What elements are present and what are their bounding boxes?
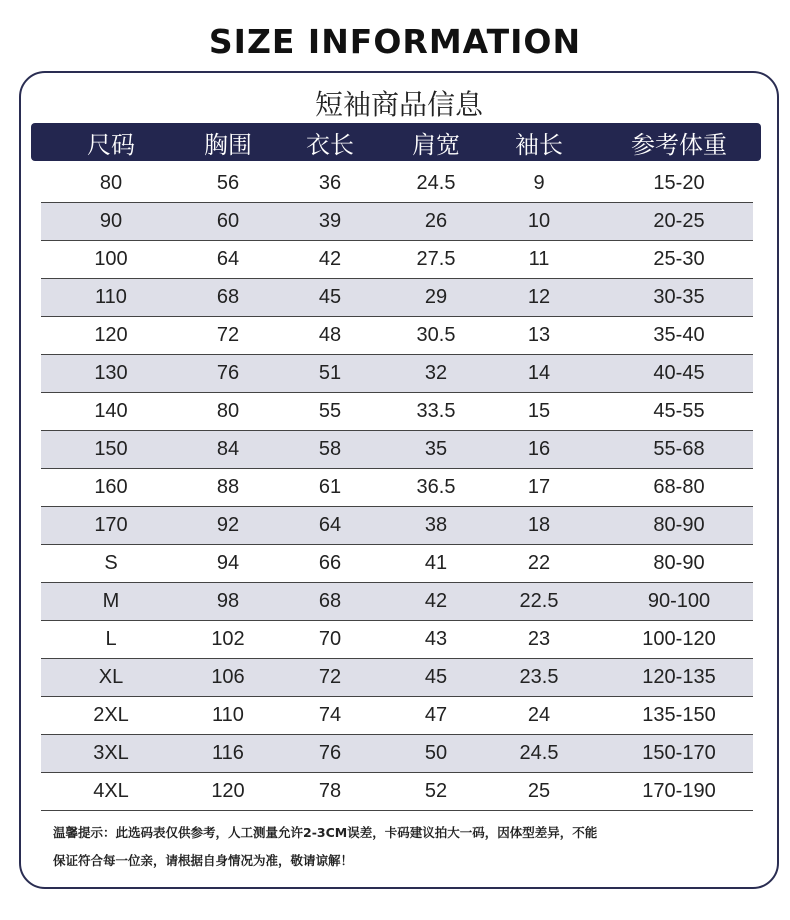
table-row [41,735,753,773]
cell-size: 170 [94,514,128,536]
table-subtitle: 短袖商品信息 [314,88,483,121]
cell-size: 160 [94,476,128,498]
cell-length: 66 [318,552,342,574]
page-title: SIZE INFORMATION [208,22,582,61]
cell-weight: 170-190 [642,780,716,802]
cell-shoulder: 33.5 [416,400,456,422]
header-shoulder: 肩宽 [412,130,460,159]
cell-shoulder: 30.5 [416,324,456,346]
cell-shoulder: 24.5 [416,172,456,194]
cell-size: XL [98,666,124,688]
cell-sleeve: 22 [527,552,551,574]
cell-size: 150 [94,438,128,460]
header-length: 衣长 [306,130,354,159]
cell-length: 51 [318,362,342,384]
cell-shoulder: 47 [424,704,448,726]
cell-size: 2XL [93,704,129,726]
cell-size: M [102,590,120,612]
cell-sleeve: 14 [527,362,551,384]
cell-weight: 45-55 [653,400,705,422]
cell-size: 4XL [93,780,129,802]
cell-length: 36 [318,172,342,194]
table-row [41,583,753,621]
cell-size: 140 [94,400,128,422]
cell-shoulder: 42 [424,590,448,612]
cell-weight: 135-150 [642,704,716,726]
cell-size: 3XL [93,742,129,764]
table-row [41,545,753,583]
table-row [41,279,753,317]
cell-weight: 15-20 [653,172,705,194]
cell-weight: 68-80 [653,476,705,498]
cell-size: 120 [94,324,128,346]
cell-weight: 90-100 [647,590,711,612]
cell-chest: 94 [216,552,240,574]
note-line-1: 温馨提示：此选码表仅供参考，人工测量允许2-3CM误差，卡码建议拍大一码，因体型差异，不能 [53,825,598,840]
cell-length: 72 [318,666,342,688]
cell-sleeve: 24 [527,704,551,726]
cell-sleeve: 23 [527,628,551,650]
header-chest: 胸围 [204,130,252,159]
cell-shoulder: 29 [424,286,448,308]
cell-length: 55 [318,400,342,422]
cell-weight: 55-68 [653,438,705,460]
table-row [41,393,753,431]
cell-sleeve: 22.5 [519,590,559,612]
header-weight: 参考体重 [631,130,727,159]
cell-size: 100 [94,248,128,270]
cell-chest: 68 [216,286,240,308]
header-size: 尺码 [87,130,135,159]
cell-sleeve: 9 [533,172,545,194]
cell-sleeve: 10 [527,210,551,232]
table-row [41,659,753,697]
cell-weight: 35-40 [653,324,705,346]
cell-length: 78 [318,780,342,802]
cell-chest: 110 [212,704,244,726]
cell-weight: 120-135 [642,666,716,688]
cell-length: 76 [318,742,342,764]
table-row [41,431,753,469]
cell-weight: 20-25 [653,210,705,232]
table-row [41,241,753,279]
cell-chest: 98 [216,590,240,612]
table-row [41,355,753,393]
cell-shoulder: 27.5 [416,248,456,270]
cell-sleeve: 15 [527,400,551,422]
cell-shoulder: 45 [424,666,448,688]
cell-shoulder: 36.5 [416,476,456,498]
cell-chest: 120 [211,780,245,802]
table-header-row [31,123,761,161]
table-row [41,317,753,355]
cell-length: 70 [318,628,342,650]
cell-chest: 56 [216,172,240,194]
cell-shoulder: 41 [424,552,448,574]
cell-weight: 80-90 [653,514,705,536]
cell-shoulder: 50 [424,742,448,764]
cell-size: 80 [99,172,123,194]
cell-weight: 100-120 [642,628,716,650]
cell-chest: 76 [216,362,240,384]
cell-chest: 60 [216,210,240,232]
cell-chest: 64 [216,248,240,270]
note-line-2: 保证符合每一位亲，请根据自身情况为准，敬请谅解！ [53,853,354,868]
table-row [41,203,753,241]
cell-sleeve: 12 [527,286,551,308]
cell-size: S [104,552,118,574]
cell-chest: 92 [216,514,240,536]
cell-sleeve: 24.5 [519,742,559,764]
cell-chest: 72 [216,324,240,346]
cell-length: 39 [318,210,342,232]
table-row [41,773,753,811]
cell-weight: 30-35 [653,286,705,308]
cell-size: 90 [99,210,123,232]
cell-weight: 150-170 [642,742,716,764]
table-row [41,469,753,507]
cell-sleeve: 11 [528,248,550,270]
table-row [41,165,753,203]
cell-shoulder: 32 [424,362,448,384]
cell-chest: 80 [216,400,240,422]
header-sleeve: 袖长 [515,130,563,159]
cell-weight: 40-45 [653,362,705,384]
cell-length: 68 [318,590,342,612]
cell-chest: 84 [216,438,240,460]
cell-chest: 106 [211,666,245,688]
size-chart-card [19,71,779,889]
cell-length: 61 [318,476,342,498]
cell-sleeve: 16 [527,438,551,460]
cell-shoulder: 38 [424,514,448,536]
table-row [41,507,753,545]
cell-length: 48 [318,324,342,346]
cell-chest: 102 [211,628,245,650]
cell-length: 58 [318,438,342,460]
cell-shoulder: 43 [424,628,448,650]
cell-chest: 116 [212,742,244,764]
cell-sleeve: 18 [527,514,551,536]
table-body [41,165,753,811]
cell-sleeve: 17 [527,476,551,498]
table-row [41,621,753,659]
cell-length: 64 [318,514,342,536]
cell-chest: 88 [216,476,240,498]
cell-weight: 80-90 [653,552,705,574]
cell-weight: 25-30 [653,248,705,270]
cell-length: 45 [318,286,342,308]
cell-sleeve: 25 [527,780,551,802]
cell-shoulder: 35 [424,438,448,460]
cell-shoulder: 26 [424,210,448,232]
cell-sleeve: 23.5 [519,666,559,688]
cell-length: 74 [318,704,342,726]
cell-size: 130 [94,362,128,384]
cell-length: 42 [318,248,342,270]
table-row [41,697,753,735]
cell-size: L [105,628,117,650]
cell-size: 110 [95,286,127,308]
cell-shoulder: 52 [424,780,448,802]
cell-sleeve: 13 [527,324,551,346]
